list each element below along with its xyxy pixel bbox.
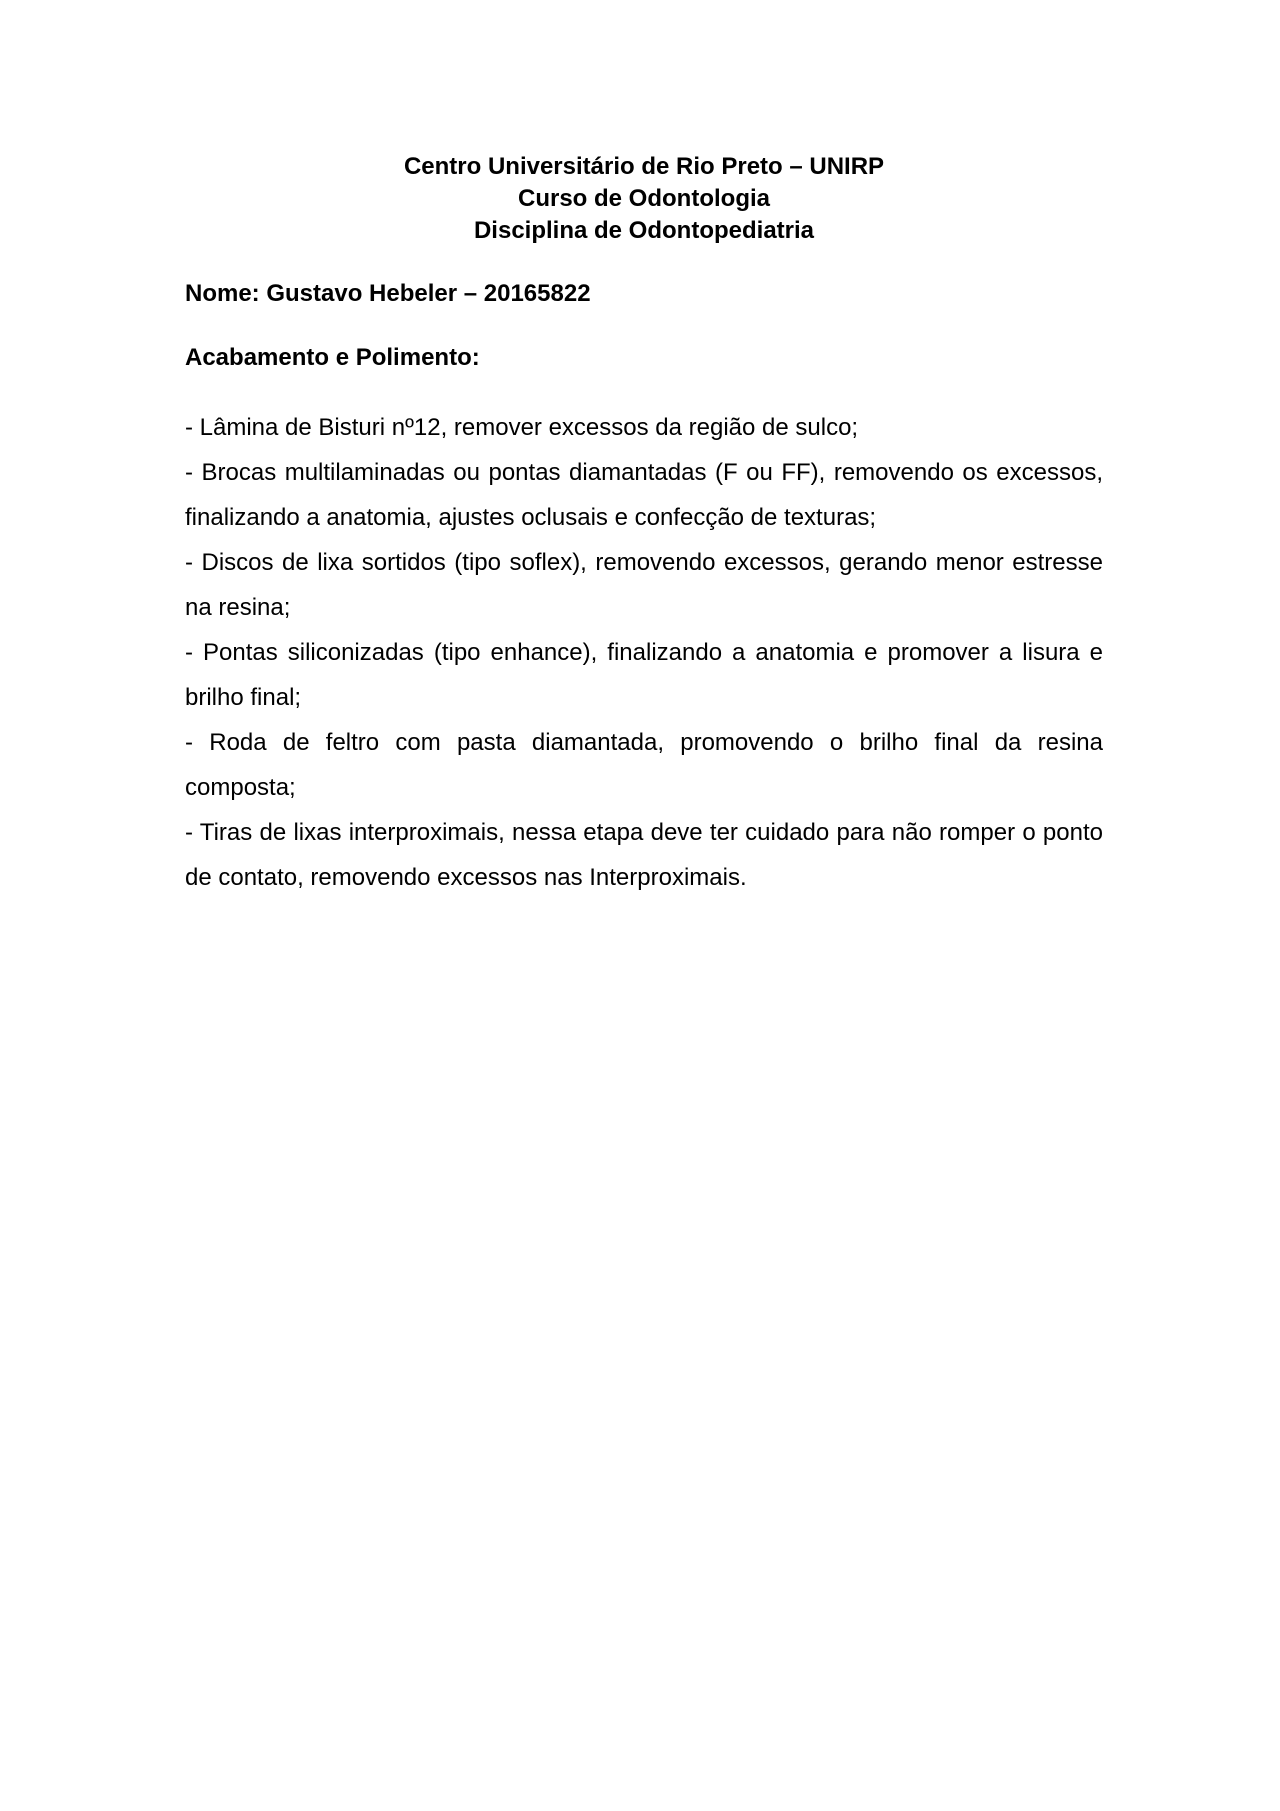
document-header xyxy=(185,151,1103,247)
list-item: - Brocas multilaminadas ou pontas diamantadas (F ou FF), removendo os excessos, finalizando a anatomia, ajustes oclusais e confecção de texturas; xyxy=(185,459,1103,531)
list-item: - Lâmina de Bisturi nº12, remover excessos da região de sulco; xyxy=(185,414,859,441)
list-item: - Roda de feltro com pasta diamantada, promovendo o brilho final da resina composta; xyxy=(185,729,1103,801)
document-page xyxy=(185,151,1103,900)
student-name: Nome: Gustavo Hebeler – 20165822 xyxy=(185,280,591,307)
item-list xyxy=(185,405,1103,900)
list-item: - Discos de lixa sortidos (tipo soflex), removendo excessos, gerando menor estresse na resina; xyxy=(185,549,1103,621)
discipline-title: Disciplina de Odontopediatria xyxy=(473,217,815,244)
course-title: Curso de Odontologia xyxy=(518,185,770,212)
institution-title: Centro Universitário de Rio Preto – UNIRP xyxy=(403,153,885,180)
list-item: - Pontas siliconizadas (tipo enhance), finalizando a anatomia e promover a lisura e brilho final; xyxy=(185,639,1103,711)
section-heading: Acabamento e Polimento: xyxy=(185,344,480,371)
list-item: - Tiras de lixas interproximais, nessa etapa deve ter cuidado para não romper o ponto de contato, removendo excessos nas Interproximais. xyxy=(185,819,1103,891)
